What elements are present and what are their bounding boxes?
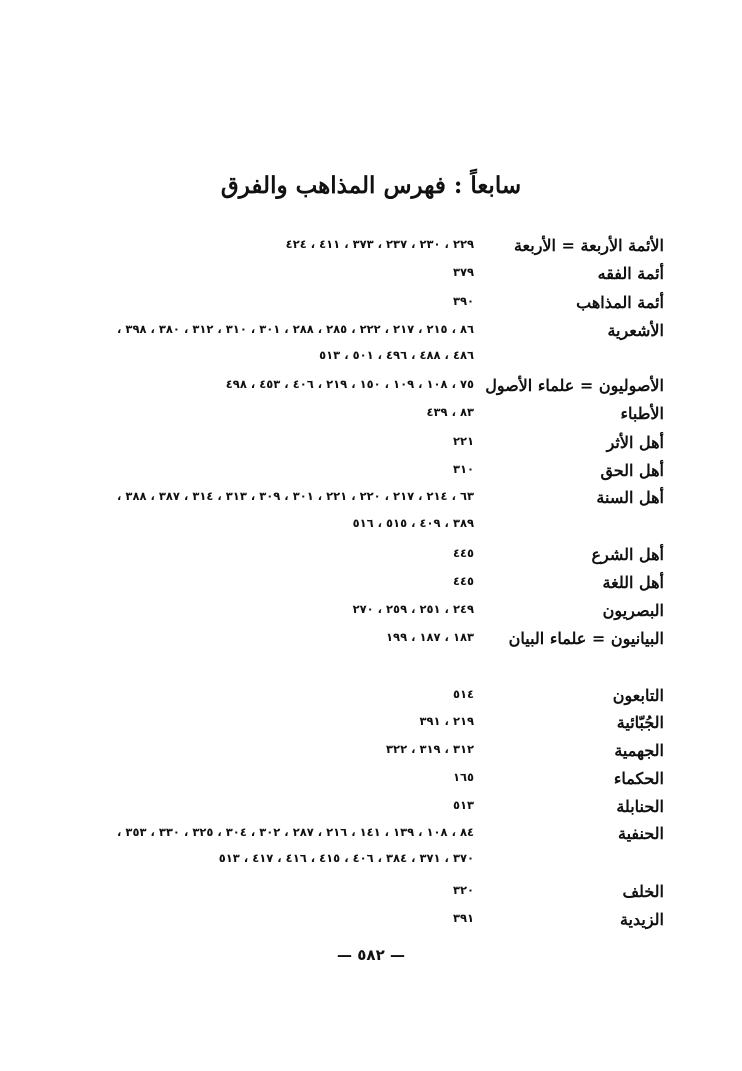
index-entry bbox=[4, 321, 664, 347]
entry-term: الحنفية bbox=[618, 824, 664, 843]
entry-pages: ٨٤ ، ١٠٨ ، ١٣٩ ، ١٤١ ، ٢١٦ ، ٢٨٧ ، ٣٠٢ ، ٣٠٤ ، ٣٢٥ ، ٣٣٠ ، ٣٥٣ ، bbox=[117, 825, 474, 839]
entry-term: الجهمية bbox=[614, 741, 664, 760]
entry-pages: ٤٤٥ bbox=[452, 546, 474, 560]
index-entry bbox=[4, 404, 664, 430]
index-entry bbox=[4, 769, 664, 795]
index-entry bbox=[4, 488, 664, 514]
entry-pages: ٣١٢ ، ٣١٩ ، ٣٢٢ bbox=[386, 742, 474, 756]
entry-term: الخلف bbox=[622, 882, 664, 901]
entry-pages: ٣٢٠ bbox=[452, 883, 474, 897]
entry-pages-continued: ٣٧٠ ، ٣٧١ ، ٣٨٤ ، ٤٠٦ ، ٤١٥ ، ٤١٦ ، ٤١٧ ، ٥١٣ bbox=[218, 851, 474, 865]
index-entry bbox=[4, 741, 664, 767]
entry-term: الأطباء bbox=[620, 404, 664, 423]
index-entry bbox=[4, 545, 664, 571]
index-entry bbox=[4, 236, 664, 262]
entry-term: الجُبّائية bbox=[616, 713, 664, 732]
entry-pages-continued: ٤٨٦ ، ٤٨٨ ، ٤٩٦ ، ٥٠١ ، ٥١٣ bbox=[319, 348, 474, 362]
index-entry bbox=[4, 601, 664, 627]
entry-pages: ٦٣ ، ٢١٤ ، ٢١٧ ، ٢٢٠ ، ٢٢١ ، ٣٠١ ، ٣٠٩ ، ٣١٣ ، ٣١٤ ، ٣٨٧ ، ٣٨٨ ، bbox=[117, 489, 474, 503]
index-entry bbox=[4, 264, 664, 290]
entry-term: أهل الأثر bbox=[606, 433, 664, 452]
entry-term: أهل اللغة bbox=[602, 573, 664, 592]
index-entry bbox=[4, 376, 664, 402]
entry-pages-continued: ٣٨٩ ، ٤٠٩ ، ٥١٥ ، ٥١٦ bbox=[352, 516, 474, 530]
entry-pages: ٤٤٥ bbox=[452, 574, 474, 588]
entry-pages: ٢٢١ bbox=[452, 434, 474, 448]
entry-term: البصريون bbox=[602, 601, 664, 620]
entry-pages: ٥١٤ bbox=[452, 687, 474, 701]
entry-pages: ٥١٣ bbox=[452, 798, 474, 812]
entry-pages: ٢١٩ ، ٣٩١ bbox=[419, 714, 474, 728]
entry-term: الأشعرية bbox=[607, 321, 664, 340]
entry-term: الحنابلة bbox=[616, 797, 664, 816]
entry-term: أهل الشرع bbox=[591, 545, 664, 564]
entry-term: الأئمة الأربعة = الأربعة bbox=[513, 236, 664, 255]
entry-term: التابعون bbox=[612, 686, 664, 705]
entry-pages: ٨٣ ، ٤٣٩ bbox=[426, 405, 474, 419]
entry-pages: ٣٩١ bbox=[452, 911, 474, 925]
entry-term: أئمة المذاهب bbox=[576, 293, 664, 312]
entry-pages: ٢٤٩ ، ٢٥١ ، ٢٥٩ ، ٢٧٠ bbox=[352, 602, 474, 616]
entry-term: أهل الحق bbox=[600, 461, 664, 480]
entry-term: الزيدية bbox=[619, 910, 664, 929]
index-entry bbox=[4, 713, 664, 739]
entry-pages: ٨٦ ، ٢١٥ ، ٢١٧ ، ٢٢٢ ، ٢٨٥ ، ٢٨٨ ، ٣٠١ ، ٣١٠ ، ٣١٢ ، ٣٨٠ ، ٣٩٨ ، bbox=[117, 322, 474, 336]
entry-pages: ٣٧٩ bbox=[452, 265, 474, 279]
page-title: سابعاً : فهرس المذاهب والفرق bbox=[220, 172, 522, 199]
entry-pages: ٢٢٩ ، ٢٣٠ ، ٢٣٧ ، ٣٧٣ ، ٤١١ ، ٤٢٤ bbox=[285, 237, 474, 251]
index-entry bbox=[4, 686, 664, 712]
entry-term: الحكماء bbox=[613, 769, 664, 788]
index-entry bbox=[4, 824, 664, 850]
entry-term: البيانيون = علماء البيان bbox=[508, 629, 664, 648]
entry-term: أهل السنة bbox=[596, 488, 664, 507]
index-entry bbox=[4, 629, 664, 655]
index-entry bbox=[4, 293, 664, 319]
entry-pages: ١٦٥ bbox=[452, 770, 474, 784]
entry-term: أئمة الفقه bbox=[597, 264, 664, 283]
index-entry bbox=[4, 797, 664, 823]
index-entry bbox=[4, 573, 664, 599]
entry-pages: ٣٩٠ bbox=[452, 294, 474, 308]
index-entry bbox=[4, 433, 664, 459]
page-number: — ٥٨٢ — bbox=[337, 946, 405, 964]
index-entry bbox=[4, 910, 664, 936]
index-entry bbox=[4, 461, 664, 487]
entry-term: الأصوليون = علماء الأصول bbox=[485, 376, 664, 395]
entry-pages: ٧٥ ، ١٠٨ ، ١٠٩ ، ١٥٠ ، ٢١٩ ، ٤٠٦ ، ٤٥٣ ، ٤٩٨ bbox=[225, 377, 474, 391]
index-entry bbox=[4, 882, 664, 908]
entry-pages: ١٨٣ ، ١٨٧ ، ١٩٩ bbox=[386, 630, 474, 644]
entry-pages: ٣١٠ bbox=[452, 462, 474, 476]
